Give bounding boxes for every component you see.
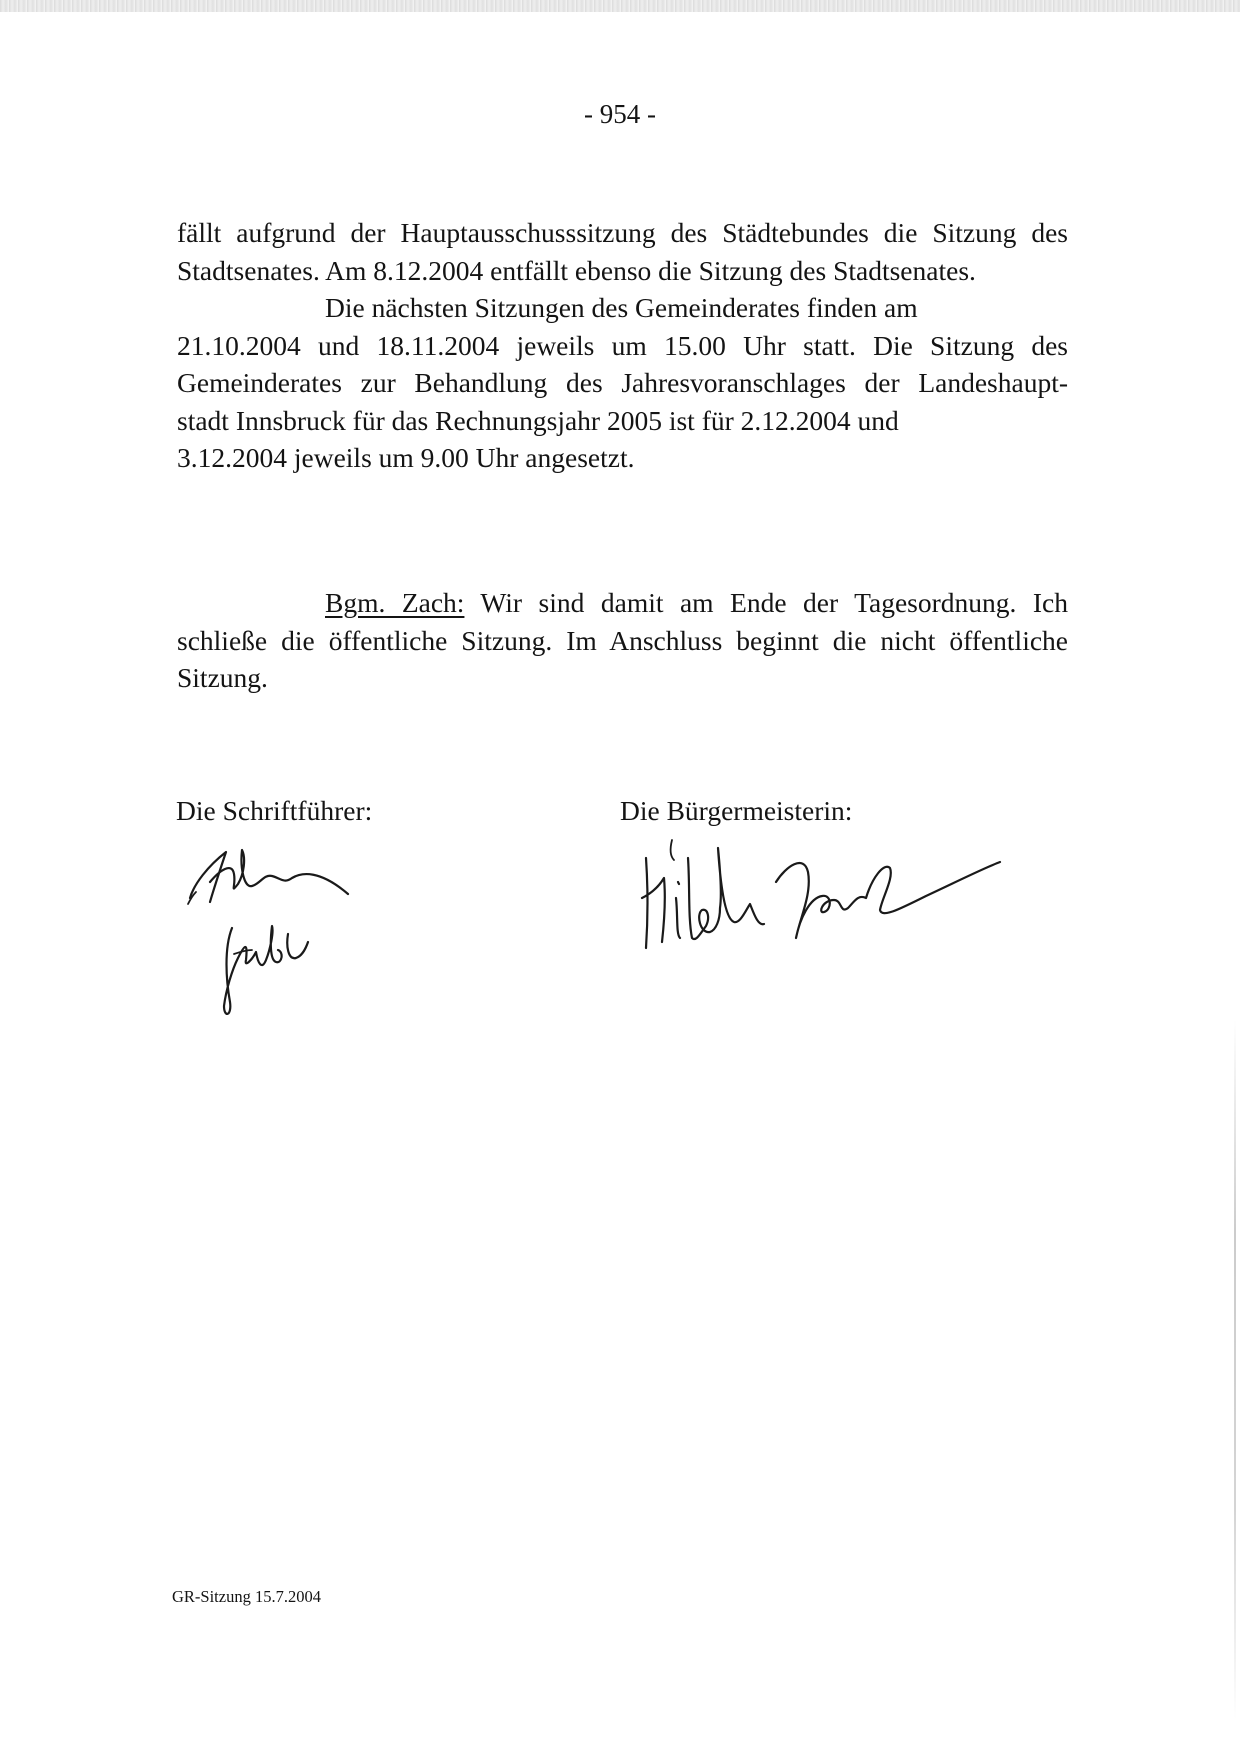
text-line: schließe die öffentliche Sitzung. Im Anschluss beginnt die nicht öffentliche <box>177 624 1068 656</box>
text-line: Sitzung. <box>177 662 268 693</box>
text-line: stadt Innsbruck für das Rechnungsjahr 2005 ist für 2.12.2004 und <box>177 404 899 436</box>
scan-right-edge <box>1234 1020 1236 1720</box>
secretary-signature-2 <box>218 920 318 1020</box>
text-line: Gemeinderates zur Behandlung des Jahresvoranschlages der Landeshaupt- <box>177 367 1068 398</box>
text-line-content: Wir sind damit am Ende der Tagesordnung. Ich <box>480 587 1068 618</box>
secretaries-label: Die Schriftführer: <box>176 795 373 826</box>
footer-session-date: GR-Sitzung 15.7.2004 <box>172 1587 321 1606</box>
paragraph-closing <box>177 584 1068 697</box>
text-line: 3.12.2004 jeweils um 9.00 Uhr angesetzt. <box>177 442 635 473</box>
scan-top-edge <box>0 0 1240 12</box>
secretary-signature-1 <box>180 840 360 920</box>
text-line: Stadtsenates. Am 8.12.2004 entfällt ebenso die Sitzung des Stadtsenates. <box>177 254 976 286</box>
mayor-signature <box>636 838 1006 958</box>
text-line-content: Die nächsten Sitzungen des Gemeinderates finden am <box>325 292 918 323</box>
mayor-label: Die Bürgermeisterin: <box>620 795 853 826</box>
speaker-name: Bgm. Zach: <box>325 587 465 618</box>
page-number: - 954 - <box>584 99 656 129</box>
text-line: 21.10.2004 und 18.11.2004 jeweils um 15.00 Uhr statt. Die Sitzung des <box>177 329 1068 361</box>
text-line-indented <box>177 584 1068 622</box>
text-line-indented <box>177 289 1068 327</box>
text-line: fällt aufgrund der Hauptausschusssitzung des Städtebundes die Sitzung des <box>177 217 1068 248</box>
paragraph-schedule <box>177 214 1068 477</box>
